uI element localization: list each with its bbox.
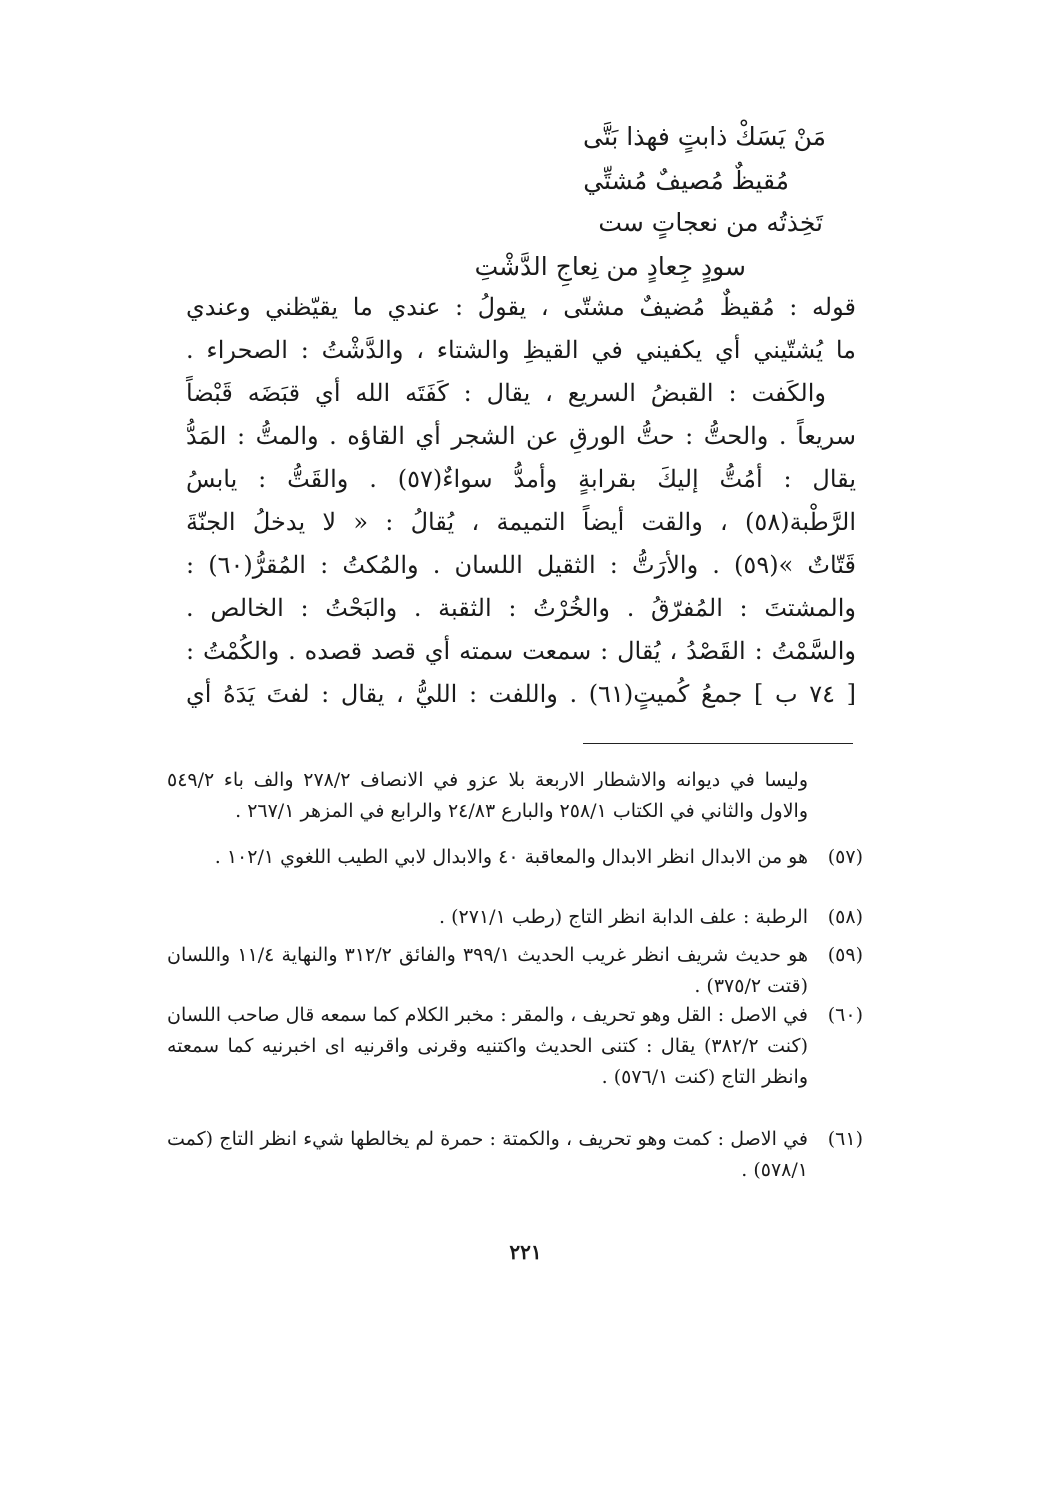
body-line: [ ٧٤ ب ] جمعُ كُميتٍ(٦١) . واللفت : الليُّ ، يقال : لفتَ يَدَهُ أي [186,680,857,708]
verse-line: مَنْ يَسَكْ ذابتٍ فهذا بَتَّى [582,122,826,151]
footnote [167,902,863,933]
footnote-text: هو حديث شريف انظر غريب الحديث ٣٩٩/١ والفائق ٣١٢/٢ والنهاية ١١/٤ واللسان (قتت ٣٧٥/٢) . [167,944,808,997]
footnote-text: هو من الابدال انظر الابدال والمعاقبة ٤٠ والابدال لابي الطيب اللغوي ١٠٢/١ . [214,846,808,868]
body-line: والسَّمْتُ : القَصْدُ ، يُقال : سمعت سمته أي قصد قصده . والكُمْتُ : [186,637,856,665]
body-line: الرَّطْبة(٥٨) ، والقت أيضاً التميمة ، يُقالُ : « لا يدخلُ الجنّةَ [186,508,856,536]
body-line: والكَفت : القبضُ السريع ، يقال : كَفَتَه الله أي قبَضَه قَبْضاً [186,379,826,407]
body-line: قَتّاتٌ »(٥٩) . والأرَتُّ : الثقيل اللسان . والمُكتُ : المُقرُّ(٦٠) : [186,551,857,579]
footnote-number: (٥٩) [827,944,863,966]
body-line: قوله : مُقيظٌ مُضيفٌ مشتّى ، يقولُ : عندي ما يقيّظني وعندي [186,293,856,321]
footnote-text: في الاصل : القل وهو تحريف ، والمقر : مخبر الكلام كما سمعه قال صاحب اللسان (كنت ٣٨٢/٢) يقال : كتنى الحديث واكتنيه وقرنى واقرنيه اى اخبرنيه كما سمعته وانظر التاج (كنت ٥٧٦/١) . [167,1004,808,1088]
footnote-text: وليسا في ديوانه والاشطار الاربعة بلا عزو في الانصاف ٢٧٨/٢ والف باء ٥٤٩/٢ والاول والثاني في الكتاب ٢٥٨/١ والبارع ٢٤/٨٣ والرابع في المزهر ٢٦٧/١ . [167,769,809,822]
footnote-text: في الاصل : كمت وهو تحريف ، والكمتة : حمرة لم يخالطها شيء انظر التاج (كمت ٥٧٨/١) . [167,1128,808,1181]
body-line: ما يُشتّيني أي يكفيني في القيظِ والشتاء ، والدَّشْتُ : الصحراء . [186,336,856,364]
footnote [167,842,863,873]
footnote [167,940,863,1002]
footnote-text: الرطبة : علف الدابة انظر التاج (رطب ٢٧١/١) . [439,906,808,928]
page-number: ٢٢١ [509,1240,542,1264]
body-line: والمشتتَ : المُفرّقُ . والخُرْتُ : الثقبة . والبَحْتُ : الخالص . [186,594,856,622]
verse-line: تَخِذتُه من نعجاتٍ ست [598,208,823,237]
footnote-number: (٥٨) [827,906,863,928]
footnote [167,1124,863,1186]
verse-line: سودٍ جِعادٍ من نِعاجِ الدَّشْتِ [474,252,746,281]
footnote-number: (٦٠) [827,1004,863,1026]
footnote-number: (٦١) [827,1128,863,1150]
verse-line: مُقيظٌ مُصيفٌ مُشتِّي [583,166,789,195]
footnote-number: (٥٧) [827,846,863,868]
body-line: سريعاً . والحتُّ : حتُّ الورقِ عن الشجر أي القاؤه . والمتُّ : المَدُّ [186,422,856,450]
footnote [167,765,863,827]
footnote-separator [583,743,853,744]
body-line: يقال : أمُتُّ إليكَ بقرابةٍ وأمدُّ سواءٌ(٥٧) . والقَتُّ : يابسُ [186,465,857,493]
footnote [167,1000,863,1093]
